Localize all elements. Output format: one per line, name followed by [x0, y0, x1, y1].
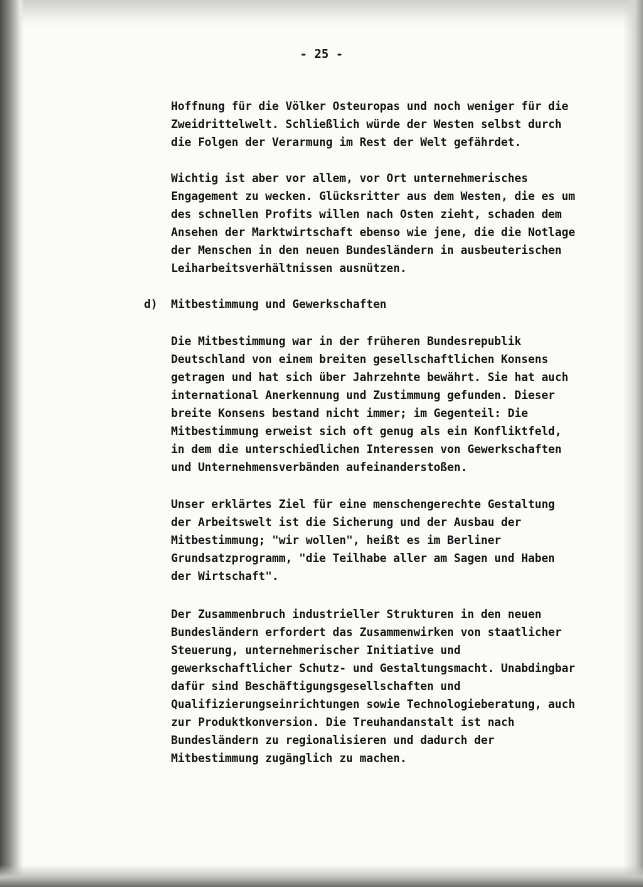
text-line: gewerkschaftlicher Schutz- und Gestaltungsmacht. Unabdingbar — [171, 662, 576, 675]
text-line: Engagement zu wecken. Glücksritter aus dem Westen, die es um — [171, 190, 576, 203]
text-line: Der Zusammenbruch industrieller Strukturen in den neuen — [171, 608, 542, 621]
text-line: die Folgen der Verarmung im Rest der Welt gefährdet. — [171, 136, 522, 149]
section-marker: d) — [144, 298, 158, 311]
text-line: Zweidrittelwelt. Schließlich würde der Westen selbst durch — [171, 118, 562, 131]
text-line: Ansehen der Marktwirtschaft ebenso wie jene, die die Notlage — [171, 226, 576, 239]
text-line: Bundesländern erfordert das Zusammenwirken von staatlicher — [171, 626, 562, 639]
text-line: Qualifizierungseinrichtungen sowie Technologieberatung, auch — [171, 698, 576, 711]
text-line: Mitbestimmung zugänglich zu machen. — [171, 752, 407, 765]
text-line: Steuerung, unternehmerischer Initiative und — [171, 644, 461, 657]
page-number: - 25 - — [299, 47, 344, 61]
text-line: Die Mitbestimmung war in der früheren Bundesrepublik — [171, 335, 522, 348]
paragraph-wichtig — [171, 170, 621, 278]
text-line: der Menschen in den neuen Bundesländern in ausbeuterischen — [171, 244, 562, 257]
text-line: breite Konsens bestand nicht immer; im Gegenteil: Die — [171, 407, 528, 420]
text-line: Bundesländern zu regionalisieren und dadurch der — [171, 734, 495, 747]
text-line: und Unternehmensverbänden aufeinanderstoßen. — [171, 461, 468, 474]
text-line: dafür sind Beschäftigungsgesellschaften und — [171, 680, 461, 693]
paragraph-mitbestimmung — [171, 333, 621, 477]
scan-edge-bottom — [0, 865, 643, 887]
text-line: Deutschland von einem breiten gesellschaftlichen Konsens — [171, 353, 549, 366]
text-line: Mitbestimmung erweist sich oft genug als ein Konfliktfeld, — [171, 425, 562, 438]
section-heading: Mitbestimmung und Gewerkschaften — [171, 298, 387, 311]
paragraph-hoffnung — [171, 98, 621, 152]
text-line: Unser erklärtes Ziel für eine menschengerechte Gestaltung — [171, 498, 555, 511]
text-line: international Anerkennung und Zustimmung gefunden. Dieser — [171, 389, 555, 402]
paragraph-ziel — [171, 496, 621, 586]
scan-edge-top — [0, 0, 643, 30]
text-line: der Arbeitswelt ist die Sicherung und der Ausbau der — [171, 516, 522, 529]
text-line: der Wirtschaft". — [171, 570, 279, 583]
scan-edge-right — [623, 0, 643, 887]
text-line: Wichtig ist aber vor allem, vor Ort unternehmerisches — [171, 172, 528, 185]
text-line: Hoffnung für die Völker Osteuropas und noch weniger für die — [171, 100, 569, 113]
text-line: zur Produktkonversion. Die Treuhandanstalt ist nach — [171, 716, 515, 729]
text-line: Leiharbeitsverhältnissen ausnützen. — [171, 262, 407, 275]
text-line: Mitbestimmung; "wir wollen", heißt es im Berliner — [171, 534, 502, 547]
text-line: in dem die unterschiedlichen Interessen von Gewerkschaften — [171, 443, 562, 456]
text-line: Grundsatzprogramm, "die Teilhabe aller am Sagen und Haben — [171, 552, 555, 565]
paragraph-zusammenbruch — [171, 606, 621, 768]
text-line: des schnellen Profits willen nach Osten zieht, schaden dem — [171, 208, 562, 221]
text-line: getragen und hat sich über Jahrzehnte bewährt. Sie hat auch — [171, 371, 569, 384]
scan-edge-left — [0, 0, 24, 887]
